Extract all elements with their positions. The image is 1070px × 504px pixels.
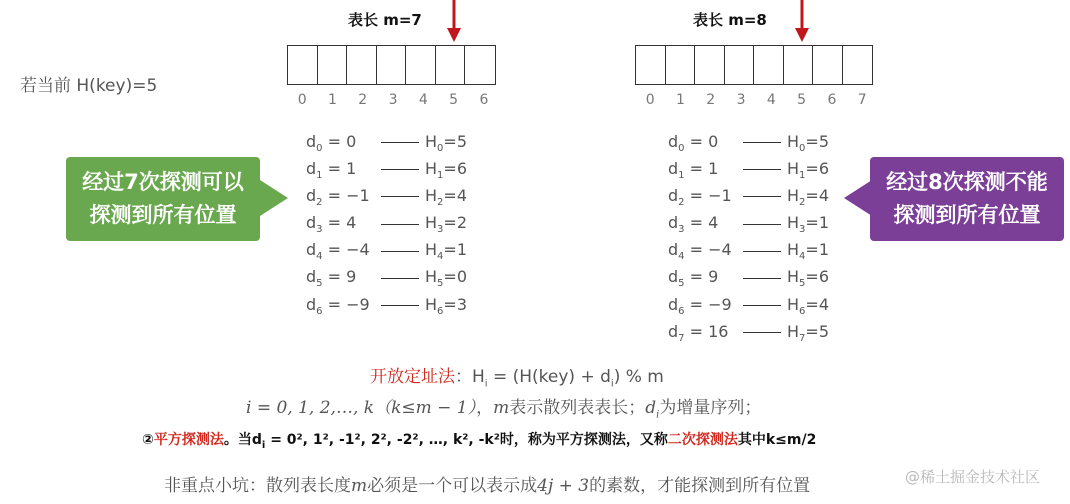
increment: $d_6 = -9$ bbox=[306, 294, 370, 317]
increment: $d_4 = -4$ bbox=[668, 240, 732, 263]
right-probe-list bbox=[668, 129, 829, 347]
probe-row bbox=[306, 156, 467, 183]
increment: $d_0 = 0$ bbox=[668, 131, 719, 154]
connector-line bbox=[381, 224, 419, 225]
probe-address: $H_6=3$ bbox=[425, 294, 467, 317]
probe-row bbox=[306, 292, 467, 319]
connector-line bbox=[381, 278, 419, 279]
left-index-row bbox=[287, 92, 499, 108]
left-pointer-arrow-icon bbox=[444, 0, 464, 44]
increment: $d_1 = 1$ bbox=[668, 158, 719, 181]
hash-cell bbox=[666, 46, 696, 84]
probe-address: $H_5=0$ bbox=[425, 267, 467, 290]
hash-cell bbox=[288, 46, 318, 84]
increment: $d_3 = 4$ bbox=[306, 213, 357, 236]
hash-cell bbox=[695, 46, 725, 84]
connector-line bbox=[381, 196, 419, 197]
probe-address: $H_1=6$ bbox=[425, 158, 467, 181]
probe-address: $H_5=6$ bbox=[787, 267, 829, 290]
hash-cell bbox=[843, 46, 873, 84]
connector-line bbox=[743, 196, 781, 197]
index-label: 1 bbox=[327, 92, 337, 108]
increment: $d_3 = 4$ bbox=[668, 213, 719, 236]
connector-line bbox=[381, 142, 419, 143]
right-index-row bbox=[635, 92, 877, 108]
callout-right-pointer-icon bbox=[842, 180, 872, 216]
probe-row bbox=[668, 129, 829, 156]
hash-cell bbox=[636, 46, 666, 84]
hash-cell bbox=[813, 46, 843, 84]
probe-address: $H_3=2$ bbox=[425, 213, 467, 236]
left-probe-list bbox=[306, 129, 467, 319]
increment: $d_2 = -1$ bbox=[306, 185, 370, 209]
note-line: 非重点小坑：散列表长度m必须是一个可以表示成4j + 3的素数，才能探测到所有位置 bbox=[164, 476, 811, 496]
increment: $d_5 = 9$ bbox=[306, 267, 357, 290]
connector-line bbox=[381, 169, 419, 170]
increment: $d_2 = -1$ bbox=[668, 185, 732, 209]
probe-address: $H_0=5$ bbox=[787, 131, 829, 154]
callout-left-pointer-icon bbox=[260, 180, 290, 216]
hash-cell bbox=[377, 46, 407, 84]
probe-row bbox=[668, 183, 829, 210]
probe-address: $H_3=1$ bbox=[787, 213, 829, 236]
probe-address: $H_0=5$ bbox=[425, 131, 467, 154]
probe-row bbox=[668, 211, 829, 238]
probe-address: $H_7=5$ bbox=[787, 321, 829, 344]
index-label: 6 bbox=[827, 92, 837, 108]
connector-line bbox=[381, 251, 419, 252]
probe-address: $H_4=1$ bbox=[425, 240, 467, 263]
method-name-2: 二次探测法 bbox=[667, 432, 738, 448]
probe-row bbox=[306, 238, 467, 265]
probe-row bbox=[668, 319, 829, 346]
hkey-label: 若当前 H(key)=5 bbox=[20, 76, 158, 96]
index-label: 1 bbox=[675, 92, 685, 108]
right-table-title: 表长 m=8 bbox=[693, 11, 767, 29]
left-table-title: 表长 m=7 bbox=[348, 11, 422, 29]
formula-name: 开放定址法 bbox=[370, 367, 455, 387]
probe-row bbox=[668, 265, 829, 292]
increment: $d_6 = -9$ bbox=[668, 294, 732, 317]
connector-line bbox=[743, 251, 781, 252]
increment: $d_1 = 1$ bbox=[306, 158, 357, 181]
callout-left: 经过7次探测可以 探测到所有位置 bbox=[66, 157, 260, 241]
hash-cell bbox=[465, 46, 495, 84]
probe-row bbox=[306, 183, 467, 210]
left-hash-table bbox=[287, 45, 496, 85]
index-label: 5 bbox=[797, 92, 807, 108]
index-label: 0 bbox=[645, 92, 655, 108]
probe-row bbox=[306, 265, 467, 292]
probe-row bbox=[668, 292, 829, 319]
hash-cell bbox=[406, 46, 436, 84]
connector-line bbox=[743, 332, 781, 333]
method-line: ②平方探测法。当$d_i = 0^2$, 1², -1², 2², -2², …, k², -k²时，称为平方探测法，又称二次探测法其中k≤m/2 bbox=[142, 432, 817, 451]
probe-row bbox=[668, 156, 829, 183]
index-label: 0 bbox=[297, 92, 307, 108]
index-label: 2 bbox=[706, 92, 716, 108]
probe-address: $H_6=4$ bbox=[787, 294, 829, 317]
method-name: 平方探测法 bbox=[153, 432, 224, 448]
index-label: 2 bbox=[358, 92, 368, 108]
connector-line bbox=[381, 305, 419, 306]
callout-right: 经过8次探测不能 探测到所有位置 bbox=[870, 157, 1064, 241]
connector-line bbox=[743, 278, 781, 279]
connector-line bbox=[743, 142, 781, 143]
hash-cell bbox=[754, 46, 784, 84]
hash-cell bbox=[725, 46, 755, 84]
probe-address: $H_2=4$ bbox=[787, 185, 829, 209]
connector-line bbox=[743, 305, 781, 306]
increment: $d_7 = 16$ bbox=[668, 321, 729, 344]
connector-line bbox=[743, 224, 781, 225]
connector-line bbox=[743, 169, 781, 170]
formula-line: 开放定址法：$H_i = (H(key) + d_i)$ % m bbox=[370, 367, 664, 390]
index-label: 6 bbox=[479, 92, 489, 108]
watermark: @稀土掘金技术社区 bbox=[905, 468, 1041, 486]
probe-row bbox=[306, 129, 467, 156]
index-label: 7 bbox=[857, 92, 867, 108]
index-label: 3 bbox=[736, 92, 746, 108]
range-line: i = 0, 1, 2,…, k（k≤m − 1），m表示散列表表长；$d_i$为增量序列； bbox=[246, 398, 762, 421]
probe-address: $H_2=4$ bbox=[425, 185, 467, 209]
hash-cell bbox=[436, 46, 466, 84]
right-hash-table bbox=[635, 45, 873, 85]
probe-address: $H_4=1$ bbox=[787, 240, 829, 263]
increment: $d_0 = 0$ bbox=[306, 131, 357, 154]
hash-cell bbox=[347, 46, 377, 84]
hash-cell bbox=[784, 46, 814, 84]
probe-address: $H_1=6$ bbox=[787, 158, 829, 181]
index-label: 5 bbox=[449, 92, 459, 108]
hash-cell bbox=[318, 46, 348, 84]
right-pointer-arrow-icon bbox=[792, 0, 812, 44]
increment: $d_5 = 9$ bbox=[668, 267, 719, 290]
index-label: 4 bbox=[766, 92, 776, 108]
probe-row bbox=[668, 238, 829, 265]
index-label: 4 bbox=[418, 92, 428, 108]
index-label: 3 bbox=[388, 92, 398, 108]
increment: $d_4 = -4$ bbox=[306, 240, 370, 263]
probe-row bbox=[306, 211, 467, 238]
